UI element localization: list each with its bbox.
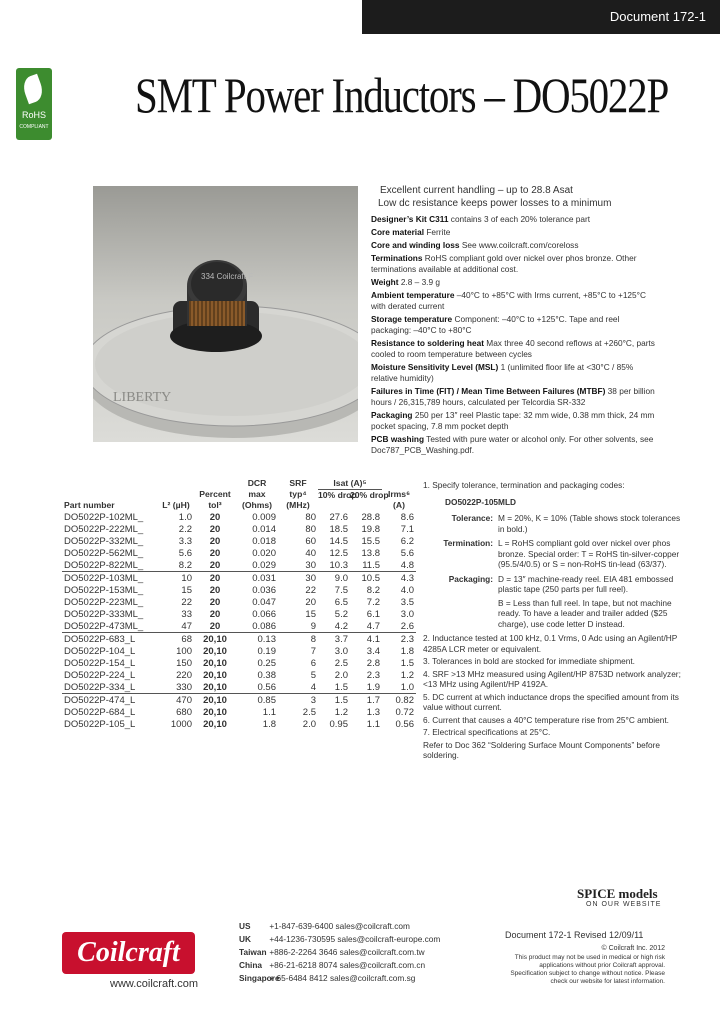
cell-part-number: DO5022P-332ML_ <box>64 535 144 547</box>
table-row <box>62 523 416 535</box>
cell-inductance: 22 <box>181 596 192 608</box>
cell-inductance: 680 <box>176 706 192 718</box>
cell-dcr: 1.1 <box>262 706 276 718</box>
col-irms: Irms⁶ (A) <box>387 489 411 510</box>
cell-part-number: DO5022P-562ML_ <box>64 547 144 559</box>
cell-inductance: 5.6 <box>178 547 192 559</box>
cell-dcr: 0.029 <box>252 559 276 571</box>
packaging-b: B = Less than full reel. In tape, but not machine ready. To have a leader and trailer added ($25 charge), use code letter D instead. <box>498 597 672 629</box>
cell-irms: 7.1 <box>400 523 414 535</box>
cell-srf: 15 <box>305 608 316 620</box>
cell-srf: 2.0 <box>302 718 316 730</box>
contact-row: UK +44-1236-730595 sales@coilcraft-europe.com <box>239 934 441 944</box>
cell-isat-20: 7.2 <box>366 596 380 608</box>
spec-item: Moisture Sensitivity Level (MSL) 1 (unlimited floor life at <30°C / 85% relative humidity) <box>371 362 634 383</box>
packaging-d: D = 13″ machine-ready reel. EIA 481 embossed plastic tape (250 parts per full reel). <box>498 573 674 594</box>
table-row <box>62 584 416 596</box>
cell-tolerance: 20,10 <box>194 694 236 707</box>
cell-isat-20: 1.3 <box>366 706 380 718</box>
website-link[interactable]: www.coilcraft.com <box>110 978 199 990</box>
packaging-label: Packaging: <box>448 573 493 584</box>
cell-dcr: 0.018 <box>252 535 276 547</box>
contact-info[interactable]: + 65-6484 8412 sales@coilcraft.com.sg <box>269 973 416 983</box>
table-row <box>62 645 416 657</box>
footer-copyright: © Coilcraft Inc. 2012 <box>601 945 665 952</box>
cell-inductance: 330 <box>176 681 192 693</box>
table-header-row <box>62 478 416 511</box>
cell-tolerance: 20 <box>209 596 221 608</box>
cell-dcr: 0.009 <box>252 511 276 523</box>
cell-isat-10: 5.2 <box>334 608 348 620</box>
cell-tolerance: 20,10 <box>203 657 227 669</box>
cell-inductance: 47 <box>181 620 192 632</box>
cell-isat-20: 3.4 <box>366 645 380 657</box>
table-row <box>62 596 416 608</box>
footer-info <box>505 930 665 986</box>
cell-tolerance: 20 <box>209 511 221 523</box>
cell-isat-20: 11.5 <box>362 559 380 571</box>
spice-subtitle: ON OUR WEBSITE <box>586 901 662 908</box>
cell-isat-20: 2.3 <box>366 669 380 681</box>
table-row <box>62 608 416 620</box>
col-isat-20: 20% drop <box>350 490 389 500</box>
cell-inductance: 100 <box>176 645 192 657</box>
cell-isat-20: 2.8 <box>366 657 380 669</box>
cell-inductance: 33 <box>181 608 192 620</box>
cell-dcr: 0.38 <box>257 669 276 681</box>
cell-dcr: 1.8 <box>262 718 276 730</box>
parts-table <box>62 478 416 730</box>
cell-srf: 30 <box>305 559 316 571</box>
cell-srf: 2.5 <box>302 706 316 718</box>
contact-info[interactable]: +1-847-639-6400 sales@coilcraft.com <box>269 921 410 931</box>
cell-srf: 8 <box>278 633 318 646</box>
table-row <box>62 511 416 523</box>
table-row <box>62 633 416 646</box>
contact-info[interactable]: +44-1236-730595 sales@coilcraft-europe.com <box>269 934 441 944</box>
cell-inductance: 10 <box>158 572 194 585</box>
cell-part-number: DO5022P-103ML_ <box>62 572 158 585</box>
document-number: Document 172-1 <box>609 9 706 24</box>
cell-dcr: 0.066 <box>252 608 276 620</box>
cell-tolerance: 20,10 <box>203 669 227 681</box>
cell-dcr: 0.047 <box>252 596 276 608</box>
cell-srf: 80 <box>305 523 316 535</box>
cell-tolerance: 20 <box>209 559 221 571</box>
cell-inductance: 2.2 <box>178 523 192 535</box>
example-part: DO5022P-105MLD <box>445 496 517 507</box>
table-row <box>62 572 416 585</box>
cell-srf: 60 <box>305 535 316 547</box>
cell-dcr: 0.13 <box>236 633 278 646</box>
cell-dcr: 0.19 <box>257 645 276 657</box>
cell-part-number: DO5022P-154_L <box>64 657 136 669</box>
cell-inductance: 1000 <box>170 718 192 730</box>
termination-text: L = RoHS compliant gold over nickel over phos bronze. Special order: T = RoHS tin-silver-copper (95.5/4/0.5) or S = non-RoHS tin-lead (63/37). <box>498 538 680 569</box>
cell-inductance: 15 <box>181 584 192 596</box>
cell-irms: 2.6 <box>400 620 414 632</box>
spec-item: Storage temperature Component: –40°C to +125°C. Tape and reel packaging: –40°C to +80°C <box>371 314 620 335</box>
spec-item: Terminations RoHS compliant gold over nickel over phos bronze. Other terminations available at additional cost. <box>371 253 637 274</box>
cell-isat-10: 1.5 <box>318 694 350 707</box>
table-row <box>62 669 416 681</box>
cell-irms: 3.5 <box>400 596 414 608</box>
cell-isat-10: 6.5 <box>334 596 348 608</box>
cell-isat-10: 18.5 <box>329 523 348 535</box>
cell-isat-10: 3.7 <box>318 633 350 646</box>
spec-item: Core and winding loss See www.coilcraft.com/coreloss <box>371 240 579 250</box>
cell-dcr: 0.014 <box>252 523 276 535</box>
cell-dcr: 0.036 <box>252 584 276 596</box>
tagline-1: Excellent current handling – up to 28.8 Asat <box>380 185 573 196</box>
cell-isat-20: 4.7 <box>366 620 380 632</box>
col-isat-10: 10% drop <box>318 490 357 500</box>
cell-part-number: DO5022P-683_L <box>62 633 158 646</box>
cell-isat-10: 12.5 <box>329 547 348 559</box>
cell-isat-20: 4.1 <box>350 633 382 646</box>
cell-isat-10: 2.0 <box>334 669 348 681</box>
cell-irms: 4.0 <box>400 584 414 596</box>
cell-tolerance: 20 <box>194 572 236 585</box>
table-row <box>62 547 416 559</box>
cell-irms: 1.2 <box>400 669 414 681</box>
cell-part-number: DO5022P-334_L <box>64 681 136 693</box>
document-header-bar <box>362 0 720 34</box>
rohs-badge <box>16 68 52 140</box>
cell-part-number: DO5022P-333ML_ <box>64 608 144 620</box>
cell-isat-20: 8.2 <box>366 584 380 596</box>
cell-irms: 0.72 <box>395 706 414 718</box>
cell-isat-10: 7.5 <box>334 584 348 596</box>
cell-dcr: 0.85 <box>236 694 278 707</box>
tagline-2: Low dc resistance keeps power losses to a minimum <box>378 198 612 209</box>
product-photo <box>93 186 358 442</box>
table-row <box>62 559 416 572</box>
cell-dcr: 0.020 <box>252 547 276 559</box>
spec-item: Weight 2.8 – 3.9 g <box>371 277 441 287</box>
packaging-row <box>423 574 681 630</box>
cell-isat-10: 9.0 <box>318 572 350 585</box>
spice-title[interactable]: SPICE models <box>577 886 658 901</box>
cell-isat-20: 15.5 <box>361 535 380 547</box>
leaf-icon <box>20 74 46 105</box>
cell-irms: 2.3 <box>382 633 416 646</box>
table-row <box>62 620 416 633</box>
table-row <box>62 535 416 547</box>
spec-list <box>371 214 661 458</box>
note-7: 7. Electrical specifications at 25°C. <box>423 727 551 737</box>
rohs-label: RoHS <box>21 110 46 120</box>
cell-tolerance: 20 <box>209 608 221 620</box>
note-5: 5. DC current at which inductance drops the specified amount from its value without current. <box>423 691 679 712</box>
note-3: 3. Tolerances in bold are stocked for immediate shipment. <box>423 656 635 666</box>
spec-item: Resistance to soldering heat Max three 40 second reflows at +260°C, parts cooled to room temperature between cycles <box>371 338 655 359</box>
cell-tolerance: 20 <box>209 547 221 559</box>
cell-tolerance: 20,10 <box>194 633 236 646</box>
cell-part-number: DO5022P-474_L <box>62 694 158 707</box>
col-isat: Isat (A)⁵ <box>318 478 382 490</box>
cell-part-number: DO5022P-822ML_ <box>64 559 144 571</box>
cell-part-number: DO5022P-222ML_ <box>64 523 144 535</box>
table-row <box>62 681 416 694</box>
cell-isat-10: 1.5 <box>334 681 348 693</box>
note-4: 4. SRF >13 MHz measured using Agilent/HP 8753D network analyzer; <13 MHz using Agilent/HP 4192A. <box>423 668 681 689</box>
cell-srf: 30 <box>278 572 318 585</box>
cell-part-number: DO5022P-223ML_ <box>64 596 144 608</box>
cell-isat-20: 6.1 <box>366 608 380 620</box>
cell-isat-10: 0.95 <box>329 718 348 730</box>
cell-srf: 7 <box>310 645 316 657</box>
cell-isat-10: 27.6 <box>329 511 348 523</box>
cell-srf: 20 <box>305 596 316 608</box>
cell-irms: 5.6 <box>400 547 414 559</box>
cell-inductance: 3.3 <box>178 535 192 547</box>
spec-item: Ambient temperature –40°C to +85°C with Irms current, +85°C to +125°C with derated current <box>371 290 646 311</box>
cell-part-number: DO5022P-102ML_ <box>64 511 144 523</box>
contact-row: Taiwan +886-2-2264 3646 sales@coilcraft.com.tw <box>239 947 425 957</box>
note-6: 6. Current that causes a 40°C temperature rise from 25°C ambient. <box>423 714 669 725</box>
cell-tolerance: 20 <box>209 584 221 596</box>
notes <box>423 480 681 761</box>
col-dcr: DCR max (Ohms) <box>241 478 273 510</box>
cell-dcr: 0.086 <box>252 620 276 632</box>
cell-isat-20: 19.8 <box>361 523 380 535</box>
cell-isat-10: 14.5 <box>329 535 348 547</box>
cell-dcr: 0.25 <box>257 657 276 669</box>
cell-isat-20: 1.1 <box>366 718 380 730</box>
cell-tolerance: 20,10 <box>203 645 227 657</box>
contact-row: US +1-847-639-6400 sales@coilcraft.com <box>239 921 410 931</box>
cell-srf: 5 <box>310 669 316 681</box>
cell-tolerance: 20,10 <box>203 681 227 693</box>
part-marking: 334 Coilcraft F <box>201 272 254 281</box>
cell-irms: 4.8 <box>400 559 414 571</box>
cell-srf: 22 <box>305 584 316 596</box>
spec-item: Core material Ferrite <box>371 227 451 237</box>
soldering-reference: Refer to Doc 362 “Soldering Surface Mount Components” before soldering. <box>423 739 661 760</box>
table-row <box>62 718 416 730</box>
tagline <box>380 184 611 210</box>
tolerance-text: M = 20%, K = 10% (Table shows stock tolerances in bold.) <box>498 513 681 534</box>
cell-inductance: 470 <box>158 694 194 707</box>
spec-item: Packaging 250 per 13″ reel Plastic tape: 32 mm wide, 0.38 mm thick, 24 mm pocket spacing, 7.8 mm pocket depth <box>371 410 655 431</box>
cell-dcr: 0.031 <box>236 572 278 585</box>
cell-isat-20: 1.9 <box>366 681 380 693</box>
cell-inductance: 150 <box>176 657 192 669</box>
cell-isat-10: 2.5 <box>334 657 348 669</box>
cell-irms: 4.3 <box>382 572 416 585</box>
cell-isat-20: 13.8 <box>361 547 380 559</box>
spec-item: PCB washing Tested with pure water or alcohol only. For other solvents, see Doc787_PCB_Washing.pdf. <box>371 434 654 455</box>
cell-irms: 0.56 <box>395 718 414 730</box>
cell-inductance: 1.0 <box>178 511 192 523</box>
footer-doc: Document 172-1 Revised 12/09/11 <box>505 930 644 940</box>
cell-inductance: 68 <box>158 633 194 646</box>
cell-inductance: 220 <box>176 669 192 681</box>
table-row <box>62 694 416 707</box>
cell-isat-10: 10.3 <box>329 559 348 571</box>
cell-irms: 1.8 <box>400 645 414 657</box>
cell-part-number: DO5022P-224_L <box>64 669 136 681</box>
col-tolerance: Percent tol³ <box>199 489 231 510</box>
cell-part-number: DO5022P-104_L <box>64 645 136 657</box>
cell-irms: 1.5 <box>400 657 414 669</box>
spec-item: Designer’s Kit C311 contains 3 of each 20% tolerance part <box>371 214 591 224</box>
cell-isat-10: 4.2 <box>334 620 348 632</box>
coilcraft-logo[interactable]: Coilcraft <box>62 932 195 974</box>
tolerance-row <box>423 513 681 534</box>
termination-label: Termination: <box>443 538 493 548</box>
cell-srf: 80 <box>305 511 316 523</box>
col-isat-group <box>318 478 389 511</box>
contact-row: China +86-21-6218 8074 sales@coilcraft.com.cn <box>239 960 426 970</box>
rohs-compliant-label: COMPLIANT <box>19 124 49 130</box>
footer-disclaimer: This product may not be used in medical or high risk applications without prior Coilcraft approval. Specification subject to change without notice. Please check our website for latest information. <box>510 954 665 985</box>
tolerance-label: Tolerance: <box>451 513 493 523</box>
spec-item: Failures in Time (FIT) / Mean Time Between Failures (MTBF) 38 per billion hours / 26,315,789 hours, calculated per Telcordia SR-332 <box>371 386 655 407</box>
cell-dcr: 0.56 <box>257 681 276 693</box>
col-part-number: Part number <box>64 500 115 510</box>
col-srf: SRF typ⁴ (MHz) <box>286 478 310 510</box>
cell-isat-20: 1.7 <box>350 694 382 707</box>
cell-tolerance: 20 <box>209 535 221 547</box>
cell-irms: 0.82 <box>382 694 416 707</box>
termination-row <box>423 538 681 570</box>
coin-text: LIBERTY <box>113 390 172 405</box>
cell-inductance: 8.2 <box>178 559 192 571</box>
cell-irms: 3.0 <box>400 608 414 620</box>
cell-srf: 40 <box>305 547 316 559</box>
cell-tolerance: 20 <box>209 523 221 535</box>
cell-isat-10: 1.2 <box>334 706 348 718</box>
cell-isat-20: 28.8 <box>361 511 380 523</box>
cell-srf: 9 <box>310 620 316 632</box>
cell-srf: 3 <box>278 694 318 707</box>
cell-isat-20: 10.5 <box>350 572 382 585</box>
cell-srf: 4 <box>310 681 316 693</box>
contact-row: Singapore + 65-6484 8412 sales@coilcraft.com.sg <box>239 973 416 983</box>
cell-tolerance: 20 <box>209 620 221 632</box>
cell-srf: 6 <box>310 657 316 669</box>
table-row <box>62 706 416 718</box>
page-title: SMT Power Inductors – DO5022P <box>135 67 669 123</box>
cell-isat-10: 3.0 <box>334 645 348 657</box>
cell-part-number: DO5022P-684_L <box>64 706 136 718</box>
cell-tolerance: 20,10 <box>203 706 227 718</box>
note-2: 2. Inductance tested at 100 kHz, 0.1 Vrms, 0 Adc using an Agilent/HP 4285A LCR meter or equivalent. <box>423 633 678 654</box>
table-row <box>62 657 416 669</box>
contact-info[interactable]: +86-21-6218 8074 sales@coilcraft.com.cn <box>269 960 426 970</box>
contact-list <box>239 920 440 985</box>
cell-part-number: DO5022P-153ML_ <box>64 584 144 596</box>
cell-irms: 6.2 <box>400 535 414 547</box>
cell-tolerance: 20,10 <box>203 718 227 730</box>
cell-irms: 1.0 <box>400 681 414 693</box>
col-inductance: L² (µH) <box>162 500 190 510</box>
note-1: 1. Specify tolerance, termination and packaging codes: <box>423 480 625 490</box>
cell-irms: 8.6 <box>400 511 414 523</box>
contact-info[interactable]: +886-2-2264 3646 sales@coilcraft.com.tw <box>269 947 425 957</box>
cell-part-number: DO5022P-105_L <box>64 718 136 730</box>
cell-part-number: DO5022P-473ML_ <box>64 620 144 632</box>
